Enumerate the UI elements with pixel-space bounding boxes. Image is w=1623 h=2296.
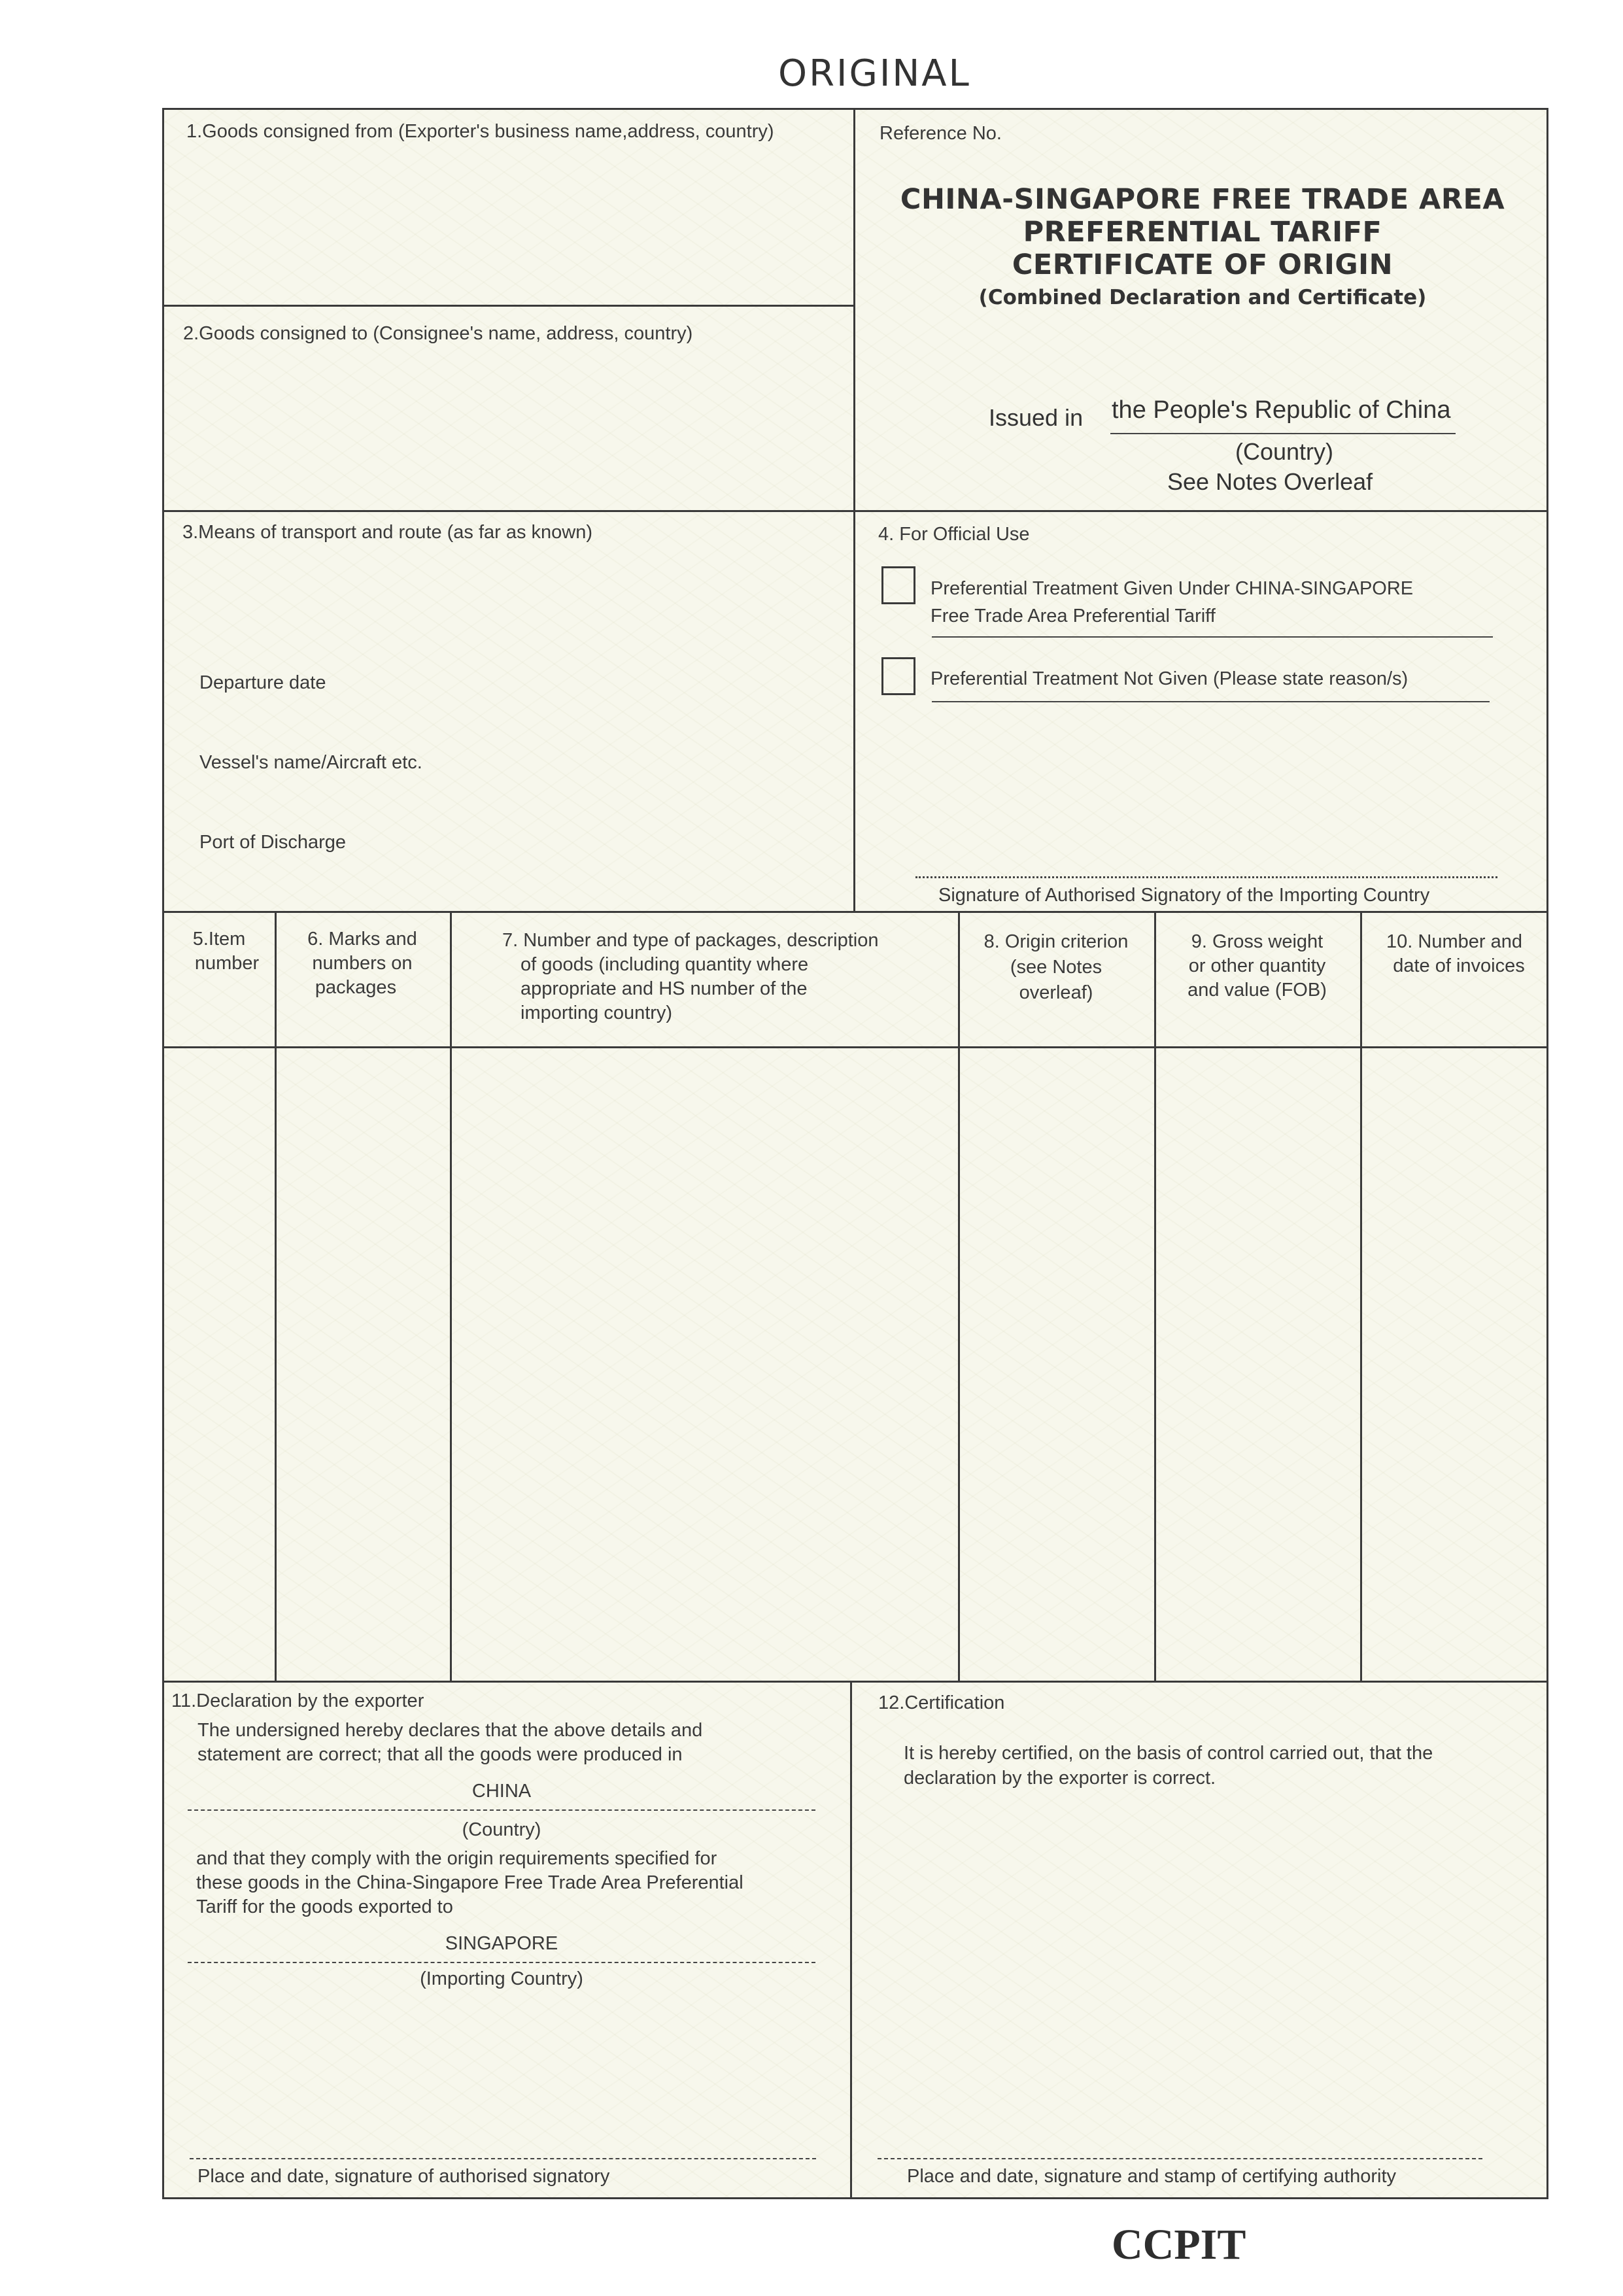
col5-header-l2: number — [194, 953, 260, 974]
col5-header-l1: 5.Item — [192, 929, 246, 950]
original-mark: ORIGINAL — [778, 52, 971, 95]
port-of-discharge-label: Port of Discharge — [199, 832, 347, 853]
col8-header-l2: (see Notes — [1010, 957, 1102, 978]
exporter-signature-line — [190, 2158, 816, 2159]
issued-in-value: the People's Republic of China — [1112, 396, 1451, 424]
col9-header-l1: 9. Gross weight — [1191, 931, 1324, 952]
vessel-name-label: Vessel's name/Aircraft etc. — [199, 752, 422, 773]
exporter-signature-label: Place and date, signature of authorised signatory — [197, 2166, 610, 2187]
box11-text1-l1: The undersigned hereby declares that the above details and — [197, 1720, 703, 1741]
divider-table-bottom — [162, 1681, 1548, 1683]
certifying-signature-label: Place and date, signature and stamp of certifying authority — [907, 2166, 1396, 2187]
box11-text2-l1: and that they comply with the origin requirements specified for — [196, 1848, 717, 1869]
box11-text1-l2: statement are correct; that all the goods were produced in — [197, 1744, 683, 1765]
importing-signature-label: Signature of Authorised Signatory of the Importing Country — [938, 885, 1430, 906]
certificate-title-line1: CHINA-SINGAPORE FREE TRADE AREA — [900, 183, 1505, 216]
preferential-not-given-label: Preferential Treatment Not Given (Please state reason/s) — [931, 668, 1409, 689]
box2-label: 2.Goods consigned to (Consignee's name, address, country) — [183, 323, 693, 344]
col-divider-5-6 — [275, 911, 277, 1681]
box4-label: 4. For Official Use — [878, 524, 1030, 545]
importing-country-caption: (Importing Country) — [420, 1968, 583, 1989]
divider-box1-box2 — [162, 305, 854, 307]
col7-header-l4: importing country) — [521, 1002, 673, 1023]
col9-header-l2: or other quantity — [1188, 955, 1326, 976]
col6-header-l3: packages — [315, 977, 397, 998]
col8-header-l1: 8. Origin criterion — [983, 931, 1129, 952]
col9-header-l3: and value (FOB) — [1187, 980, 1327, 1001]
certificate-title-line3: CERTIFICATE OF ORIGIN — [1012, 248, 1393, 281]
preferential-given-underline — [932, 636, 1493, 638]
preferential-not-given-checkbox[interactable] — [881, 657, 915, 695]
issued-in-label: Issued in — [989, 404, 1084, 431]
certifying-signature-line — [878, 2158, 1482, 2159]
divider-row2-table — [162, 911, 1548, 913]
preferential-not-given-underline — [932, 701, 1490, 702]
preferential-given-line2: Free Trade Area Preferential Tariff — [931, 606, 1216, 626]
box11-text2-l2: these goods in the China-Singapore Free Trade Area Preferential — [196, 1872, 743, 1893]
col-divider-9-10 — [1360, 911, 1362, 1681]
departure-date-label: Departure date — [199, 672, 326, 693]
importing-signature-line — [915, 876, 1497, 878]
issued-in-underline — [1110, 433, 1456, 434]
producing-country-caption: (Country) — [462, 1819, 541, 1840]
col-divider-8-9 — [1154, 911, 1156, 1681]
box12-text-l2: declaration by the exporter is correct. — [904, 1768, 1216, 1789]
divider-table-header — [162, 1046, 1548, 1048]
box1-label: 1.Goods consigned from (Exporter's business name,address, country) — [186, 121, 774, 142]
issued-country-caption: (Country) — [1235, 438, 1334, 465]
box3-label: 3.Means of transport and route (as far as known) — [182, 522, 593, 543]
producing-country-value: CHINA — [471, 1781, 532, 1802]
col7-header-l1: 7. Number and type of packages, description — [502, 930, 879, 951]
preferential-given-line1: Preferential Treatment Given Under CHINA-SINGAPORE — [931, 578, 1414, 599]
box12-text-l1: It is hereby certified, on the basis of control carried out, that the — [904, 1743, 1433, 1764]
divider-row1-row2 — [162, 510, 1548, 512]
certificate-subtitle: (Combined Declaration and Certificate) — [978, 286, 1427, 309]
divider-top-vertical — [853, 108, 855, 911]
preferential-given-checkbox[interactable] — [881, 566, 915, 604]
col10-header-l1: 10. Number and — [1386, 931, 1522, 952]
col6-header-l2: numbers on — [312, 953, 413, 974]
col-divider-7-8 — [958, 911, 960, 1681]
col10-header-l2: date of invoices — [1393, 955, 1525, 976]
importing-country-value: SINGAPORE — [445, 1933, 558, 1954]
certificate-title-line2: PREFERENTIAL TARIFF — [1023, 216, 1382, 248]
col7-header-l3: appropriate and HS number of the — [521, 978, 808, 999]
col8-header-l3: overleaf) — [1019, 982, 1093, 1003]
col7-header-l2: of goods (including quantity where — [521, 954, 809, 975]
box11-text2-l3: Tariff for the goods exported to — [196, 1896, 453, 1917]
col-divider-6-7 — [450, 911, 452, 1681]
importing-country-line — [188, 1962, 815, 1963]
col6-header-l1: 6. Marks and — [307, 929, 417, 950]
box11-label: 11.Declaration by the exporter — [171, 1690, 424, 1711]
see-notes-overleaf: See Notes Overleaf — [1167, 468, 1373, 495]
producing-country-line — [188, 1809, 815, 1811]
divider-bottom-vertical — [850, 1681, 852, 2199]
issuer-mark: CCPIT — [1112, 2221, 1246, 2269]
reference-no-label: Reference No. — [880, 123, 1002, 144]
box12-label: 12.Certification — [878, 1692, 1005, 1713]
